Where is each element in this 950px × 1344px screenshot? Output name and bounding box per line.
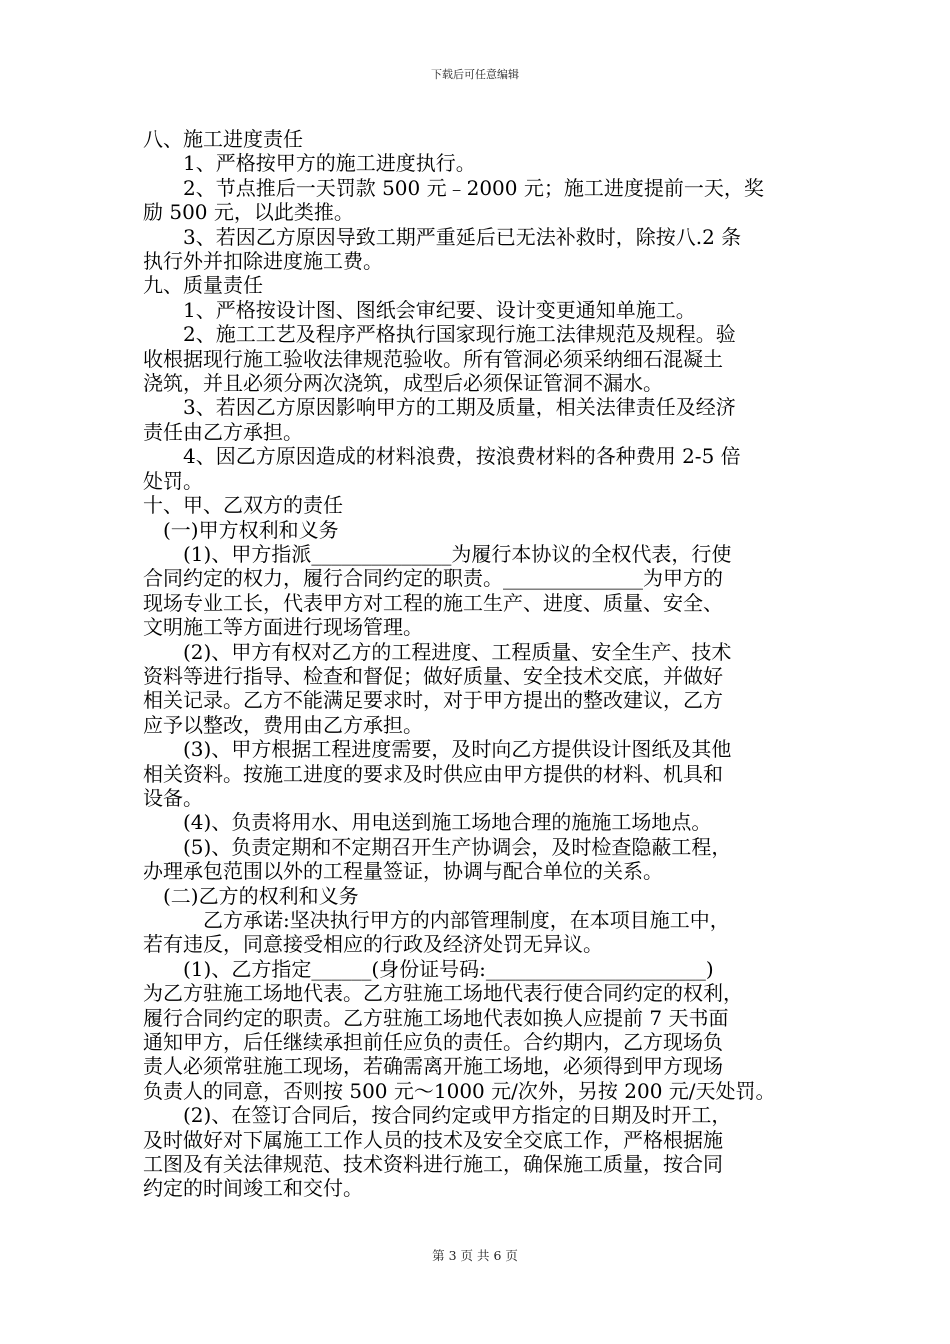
text-line: (5)、负责定期和不定期召开生产协调会，及时检查隐蔽工程， [143,834,732,859]
text-line: (1)、乙方指定______(身份证号码:______________________) [143,956,714,981]
text-line: (4)、负责将用水、用电送到施工场地合理的施施工场地点。 [143,810,712,835]
text-line: 4、因乙方原因造成的材料浪费，按浪费材料的各种费用 2-5 倍 [143,444,741,469]
text-line: 1、严格按设计图、图纸会审纪要、设计变更通知单施工。 [143,297,696,322]
text-line: 收根据现行施工验收法律规范验收。所有管洞必须采纳细石混凝土 [143,346,723,371]
text-line: 办理承包范围以外的工程量签证，协调与配合单位的关系。 [143,859,663,884]
text-line: 九、质量责任 [143,273,263,298]
text-line: 2、节点推后一天罚款 500 元﹣2000 元；施工进度提前一天，奖 [143,175,764,200]
page-footer: 第 3 页 共 6 页 [432,1248,518,1263]
text-line: 为乙方驻施工场地代表。乙方驻施工场地代表行使合同约定的权利， [143,981,743,1006]
text-line: 执行外并扣除进度施工费。 [143,249,383,274]
page-header: 下载后可任意编辑 [431,68,519,81]
text-line: 2、施工工艺及程序严格执行国家现行施工法律规范及规程。验 [143,322,736,347]
text-line: 处罚。 [143,468,203,493]
text-line: 3、若因乙方原因影响甲方的工期及质量，相关法律责任及经济 [143,395,736,420]
text-line: 相关记录。乙方不能满足要求时，对于甲方提出的整改建议，乙方 [143,688,723,713]
text-line: 履行合同约定的职责。乙方驻施工场地代表如换人应提前 7 天书面 [143,1005,729,1030]
text-line: 相关资料。按施工进度的要求及时供应由甲方提供的材料、机具和 [143,761,723,786]
text-line: 设备。 [143,785,203,810]
text-line: 励 500 元，以此类推。 [143,200,354,225]
text-line: (二)乙方的权利和义务 [143,883,359,908]
text-line: 现场专业工长，代表甲方对工程的施工生产、进度、质量、安全、 [143,590,723,615]
text-line: (3)、甲方根据工程进度需要，及时向乙方提供设计图纸及其他 [143,737,732,762]
text-line: 责任由乙方承担。 [143,419,303,444]
text-line: 乙方承诺:坚决执行甲方的内部管理制度，在本项目施工中， [143,908,730,932]
text-line: 八、施工进度责任 [143,127,303,151]
text-line: 资料等进行指导、检查和督促；做好质量、安全技术交底，并做好 [143,663,723,688]
text-line: 若有违反，同意接受相应的行政及经济处罚无异议。 [143,932,603,957]
text-line: 通知甲方，后任继续承担前任应负的责任。合约期内，乙方现场负 [143,1030,723,1055]
text-line: (1)、甲方指派______________为履行本协议的全权代表，行使 [143,541,732,566]
text-line: 工图及有关法律规范、技术资料进行施工，确保施工质量，按合同 [143,1152,723,1177]
text-line: 及时做好对下属施工工作人员的技术及安全交底工作，严格根据施 [143,1127,723,1152]
text-line: 浇筑，并且必须分两次浇筑，成型后必须保证管洞不漏水。 [143,371,663,396]
text-line: (2)、在签订合同后，按合同约定或甲方指定的日期及时开工， [143,1103,732,1128]
text-line: 应予以整改，费用由乙方承担。 [143,712,423,737]
text-line: 负责人的同意，否则按 500 元～1000 元/次外，另按 200 元/天处罚。 [143,1078,776,1103]
document-body [143,127,815,1201]
text-line: 十、甲、乙双方的责任 [143,493,343,518]
text-line: (2)、甲方有权对乙方的工程进度、工程质量、安全生产、技术 [143,639,732,664]
text-line: 约定的时间竣工和交付。 [143,1176,363,1201]
text-line: 3、若因乙方原因导致工期严重延后已无法补救时，除按八.2 条 [143,224,742,249]
text-line: 1、严格按甲方的施工进度执行。 [143,151,476,176]
text-line: (一)甲方权利和义务 [143,517,339,542]
text-line: 责人必须常驻施工现场，若确需离开施工场地，必须得到甲方现场 [143,1054,723,1079]
text-line: 合同约定的权力，履行合同约定的职责。______________为甲方的 [143,566,723,591]
text-line: 文明施工等方面进行现场管理。 [143,615,423,640]
